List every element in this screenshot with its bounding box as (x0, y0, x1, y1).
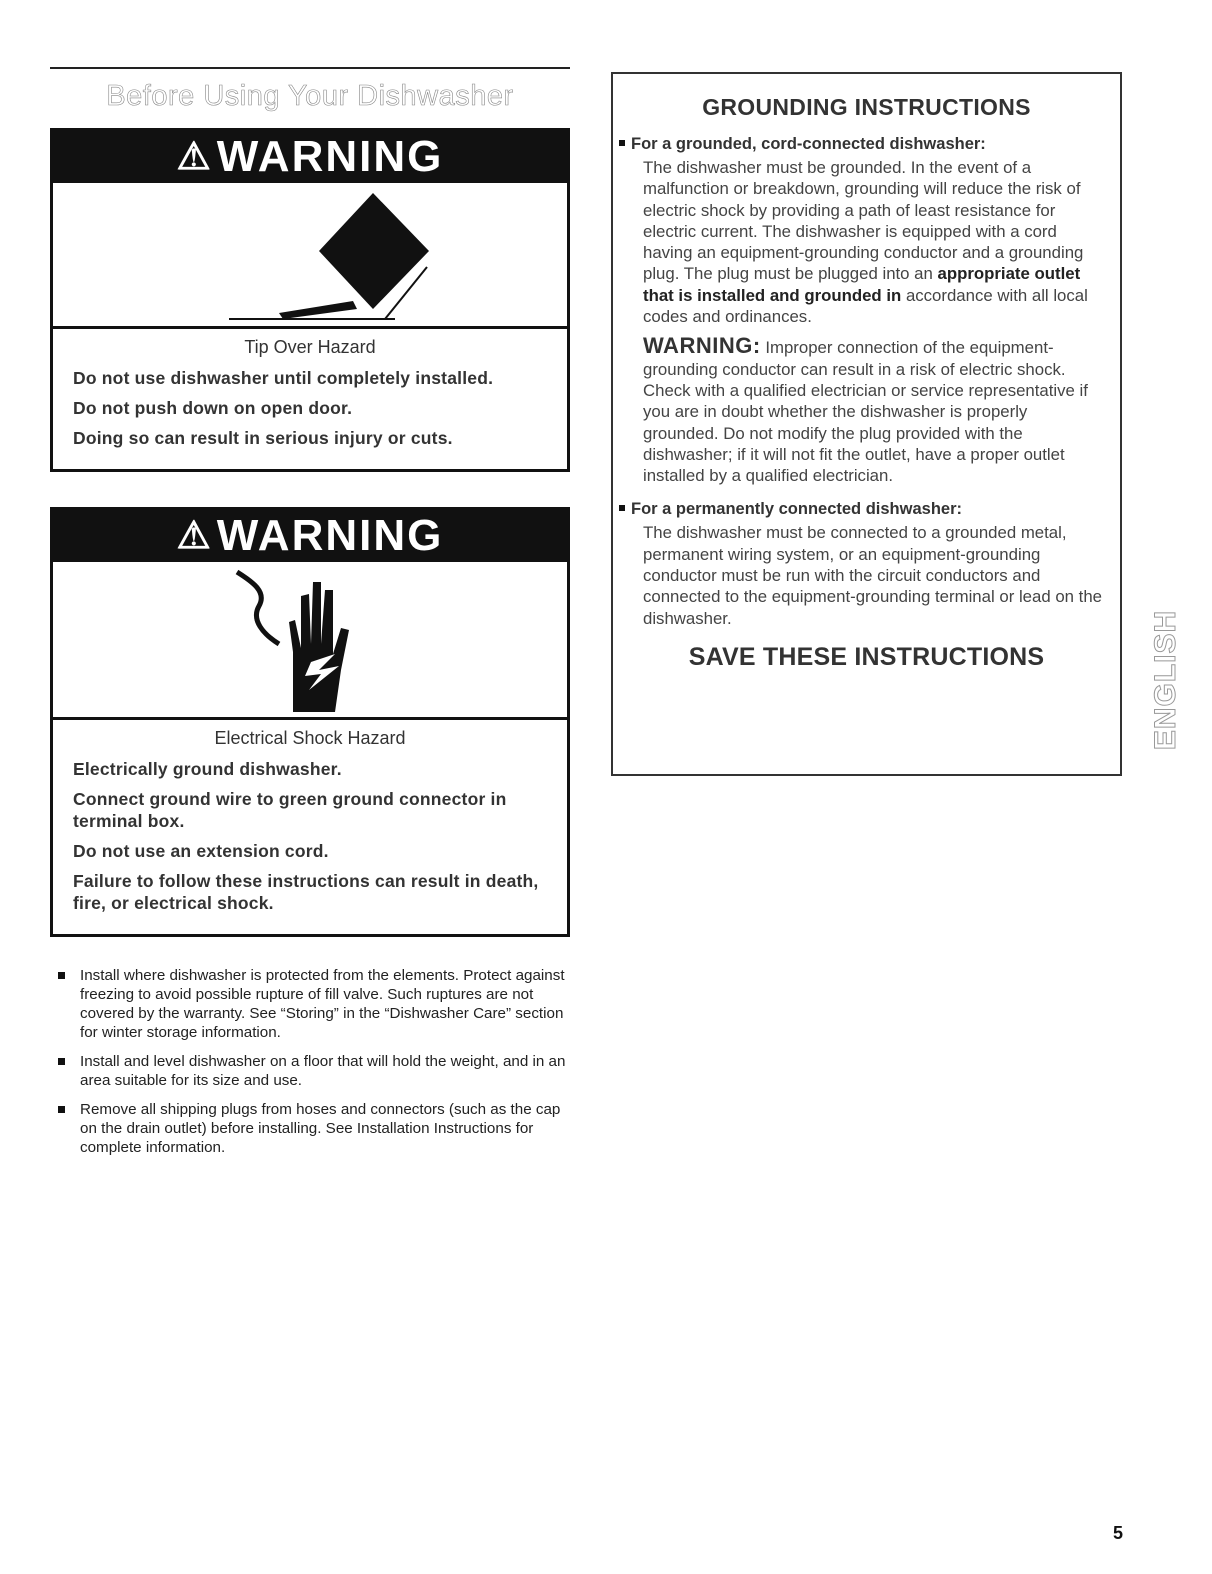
tip-over-pictogram (53, 183, 567, 329)
warning-header (53, 510, 567, 562)
warning-triangle-icon: ⚠ (176, 135, 213, 178)
grounding-subheading: For a grounded, cord-connected dishwasher: (619, 135, 1102, 154)
warning-label: WARNING (216, 132, 444, 181)
warning-line: Do not push down on open door. (73, 398, 353, 418)
bullet-icon (619, 505, 625, 511)
bullet-icon (58, 1106, 65, 1113)
language-side-tab (1150, 570, 1184, 790)
bullet-icon (58, 972, 65, 979)
electric-shock-hand-icon (53, 562, 567, 720)
grounding-warning: WARNING: Improper connection of the equipment-grounding conductor can result in a risk of electric shock. Check with a qualified electrician or service representative if you are in doubt whether the dishwasher is properly grounded. Do not modify the plug provided with the dishwasher; if it will not fit the outlet, have a proper outlet installed by a qualified electrician. (643, 333, 1088, 486)
section-title: Before Using Your Dishwasher (106, 80, 514, 112)
list-item: Remove all shipping plugs from hoses and connectors (such as the cap on the drain outlet) before installing. See Installation Instructions for complete information. (58, 1100, 570, 1157)
shock-pictogram (53, 562, 567, 720)
tip-over-warning (50, 128, 570, 472)
warning-line: Doing so can result in serious injury or cuts. (73, 428, 453, 448)
warning-label: WARNING: (643, 333, 761, 359)
warning-line: Do not use dishwasher until completely installed. (73, 368, 494, 388)
grounding-title: GROUNDING INSTRUCTIONS (702, 94, 1031, 120)
list-item: Install where dishwasher is protected from the elements. Protect against freezing to avoid possible rupture of fill valve. Such ruptures are not covered by the warranty. See “Storing” in the “Dishwasher Care” section for winter storage information. (58, 966, 570, 1042)
install-bullets (58, 966, 570, 1167)
bullet-icon (619, 140, 625, 146)
side-tab-label (1150, 570, 1184, 790)
warning-line: Do not use an extension cord. (73, 841, 329, 861)
bullet-icon (58, 1058, 65, 1065)
save-instructions: SAVE THESE INSTRUCTIONS (688, 642, 1045, 671)
tip-over-icon (53, 183, 567, 329)
warning-label: WARNING (216, 511, 444, 560)
grounding-paragraph: The dishwasher must be grounded. In the event of a malfunction or breakdown, grounding will reduce the risk of electric shock by providing a path of least resistance for electric current. The dishwasher is equipped with a cord having an equipment-grounding conductor and a grounding plug. The plug must be plugged into an appropriate outlet that is installed and grounded in accordance with all local codes and ordinances. (643, 158, 1088, 327)
warning-line: Connect ground wire to green ground connector in terminal box. (73, 789, 507, 831)
warning-line: Electrically ground dishwasher. (73, 759, 342, 779)
grounding-paragraph: The dishwasher must be connected to a grounded metal, permanent wiring system, or an equipment-grounding conductor must be run with the circuit conductors and connected to the equipment-grounding terminal or lead on the dishwasher. (643, 523, 1102, 628)
hazard-title: Tip Over Hazard (244, 337, 376, 357)
warning-header (53, 131, 567, 183)
hazard-title: Electrical Shock Hazard (214, 728, 406, 748)
top-rule (50, 67, 570, 69)
page-number: 5 (1113, 1523, 1124, 1543)
svg-text:ENGLISH: ENGLISH (1150, 609, 1182, 751)
warning-triangle-icon: ⚠ (176, 514, 213, 557)
list-item: Install and level dishwasher on a floor that will hold the weight, and in an area suitable for its size and use. (58, 1052, 570, 1090)
warning-line: Failure to follow these instructions can result in death, fire, or electrical shock. (73, 871, 539, 913)
grounding-subheading: For a permanently connected dishwasher: (619, 500, 1102, 519)
grounding-instructions-box (611, 72, 1122, 776)
electrical-shock-warning (50, 507, 570, 937)
